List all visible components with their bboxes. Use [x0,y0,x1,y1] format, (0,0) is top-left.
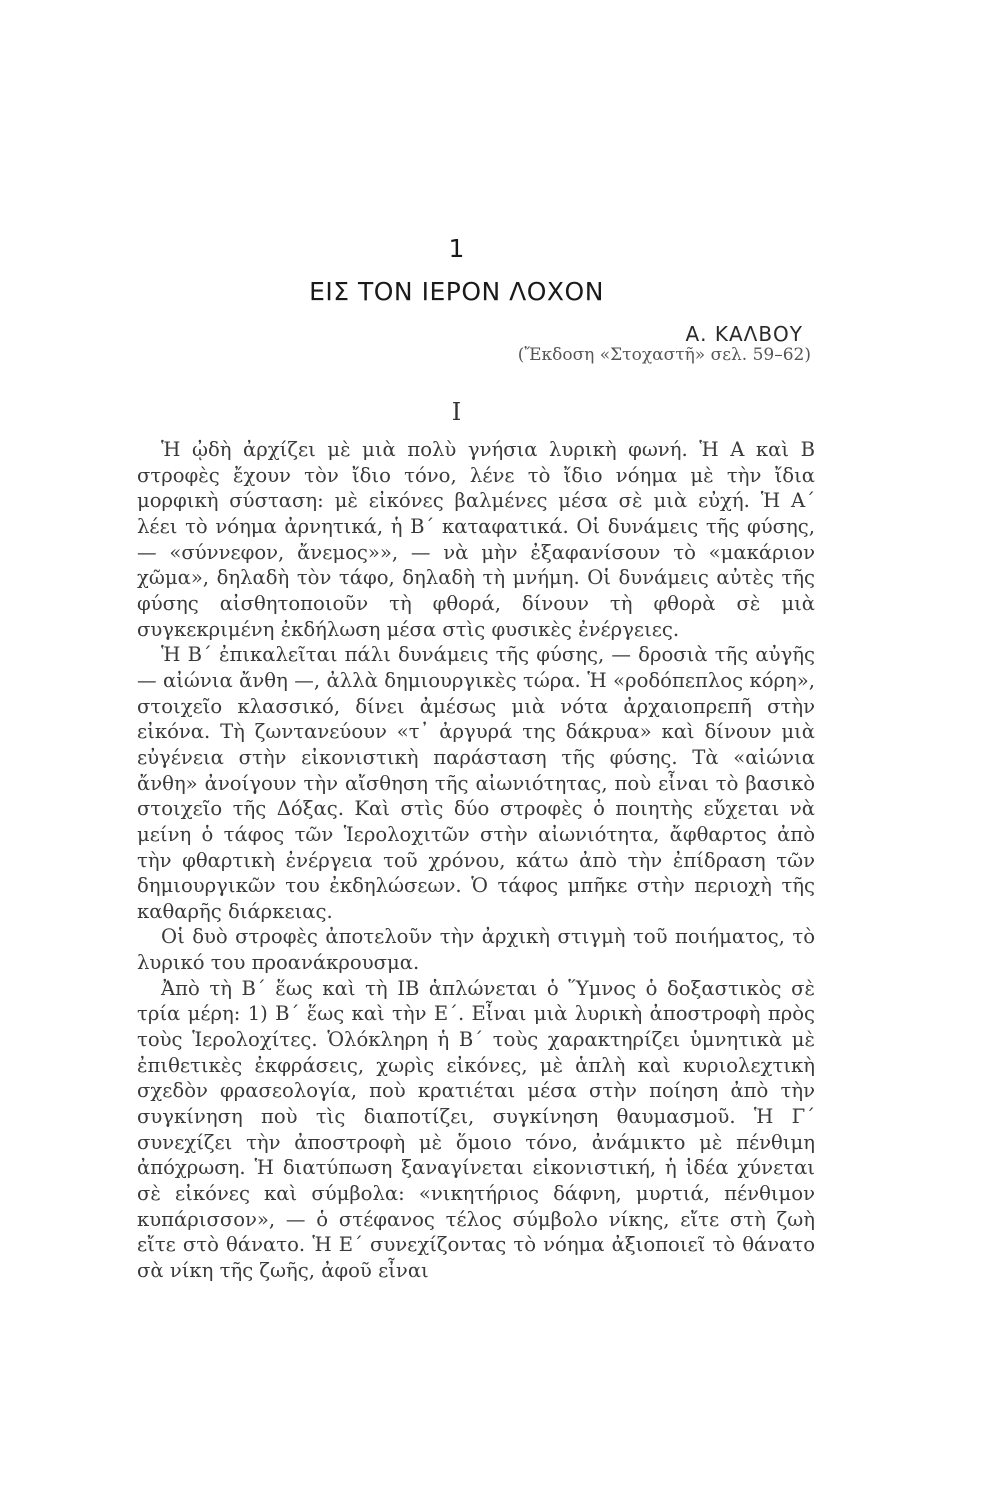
paragraph-4: Ἀπὸ τὴ Β΄ ἕως καὶ τὴ ΙΒ ἁπλώνεται ὁ Ὕμνος ὁ δοξαστικὸς σὲ τρία μέρη: 1) Β΄ ἕως καὶ τὴν Ε΄. Εἶναι μιὰ λυρικὴ ἀποστροφὴ πρὸς τοὺς Ἱερολοχίτες. Ὁλόκληρη ἡ Β΄ τοὺς χαρακτηρίζει ὑμνητικὰ μὲ ἐπιθετικὲς ἐκφράσεις, χωρὶς εἰκόνες, μὲ ἁπλὴ καὶ κυριολεχτικὴ σχεδὸν φρασεολογία, ποὺ κρατιέται μέσα στὴν ποίηση ἀπὸ τὴν συγκίνηση ποὺ τὶς διαποτίζει, συγκίνηση θαυμασμοῦ. Ἡ Γ΄ συνεχίζει τὴν ἀποστροφὴ μὲ ὅμοιο τόνο, ἀνάμικτο μὲ πένθιμη ἀπόχρωση. Ἡ διατύπωση ξαναγίνεται εἰκονιστική, ἡ ἰδέα χύνεται σὲ εἰκόνες καὶ σύμβολα: «νικητήριος δάφνη, μυρτιά, πένθιμον κυπάρισσον», — ὁ στέφανος τέλος σύμβολο νίκης, εἴτε στὴ ζωὴ εἴτε στὸ θάνατο. Ἡ Ε΄ συνεχίζοντας τὸ νόημα ἀξιοποιεῖ τὸ θάνατο σὰ νίκη τῆς ζωῆς, ἀφοῦ εἶναι [137,976,815,1282]
section-numeral: I [451,398,462,426]
paragraph-1: Ἡ ᾠδὴ ἀρχίζει μὲ μιὰ πολὺ γνήσια λυρικὴ φωνή. Ἡ Α καὶ Β στροφὲς ἔχουν τὸν ἴδιο τόνο, λένε τὸ ἴδιο νόημα μὲ τὴν ἴδια μορφικὴ σύσταση: μὲ εἰκόνες βαλμένες μέσα σὲ μιὰ εὐχή. Ἡ Α΄ λέει τὸ νόημα ἀρνητικά, ἡ Β΄ καταφατικά. Οἱ δυνάμεις τῆς φύσης, — «σύννεφον, ἄνεμος»», — νὰ μὴν ἐξαφανίσουν τὸ «μακάριον χῶμα», δηλαδὴ τὸν τάφο, δηλαδὴ τὴ μνήμη. Οἱ δυνάμεις αὐτὲς τῆς φύσης αἰσθητοποιοῦν τὴ φθορά, δίνουν τὴ φθορὰ σὲ μιὰ συγκεκριμένη ἐκδήλωση μέσα στὶς φυσικὲς ἐνέργειες. [137,438,815,641]
body-text [137,437,815,1284]
chapter-number: 1 [448,234,465,263]
author-name: Α. ΚΑΛΒΟΥ [685,322,803,346]
source-reference: (Ἔκδοση «Στοχαστῆ» σελ. 59–62) [517,345,811,365]
paragraph-3: Οἱ δυὸ στροφὲς ἀποτελοῦν τὴν ἀρχικὴ στιγμὴ τοῦ ποιήματος, τὸ λυρικό του προανάκρουσμα. [137,925,815,975]
poem-title: ΕΙΣ ΤΟΝ ΙΕΡΟΝ ΛΟΧΟΝ [309,277,604,306]
paragraph-2: Ἡ Β΄ ἐπικαλεῖται πάλι δυνάμεις τῆς φύσης, — δροσιὰ τῆς αὐγῆς — αἰώνια ἄνθη —, ἀλλὰ δημιουργικὲς τώρα. Ἡ «ροδόπεπλος κόρη», στοιχεῖο κλασσικό, δίνει ἀμέσως μιὰ νότα ἀρχαιοπρεπῆ στὴν εἰκόνα. Τὴ ζωντανεύουν «τ᾽ ἀργυρά της δάκρυα» καὶ δίνουν μιὰ εὐγένεια στὴν εἰκονιστικὴ παράσταση τῆς φύσης. Τὰ «αἰώνια ἄνθη» ἀνοίγουν τὴν αἴσθηση τῆς αἰωνιότητας, ποὺ εἶναι τὸ βασικὸ στοιχεῖο τῆς Δόξας. Καὶ στὶς δύο στροφὲς ὁ ποιητὴς εὔχεται νὰ μείνη ὁ τάφος τῶν Ἱερολοχιτῶν στὴν αἰωνιότητα, ἄφθαρτος ἀπὸ τὴν φθαρτικὴ ἐνέργεια τοῦ χρόνου, κάτω ἀπὸ τὴν ἐπίδραση τῶν δημιουργικῶν του ἐκδηλώσεων. Ὁ τάφος μπῆκε στὴν περιοχὴ τῆς καθαρῆς διάρκειας. [137,643,815,923]
